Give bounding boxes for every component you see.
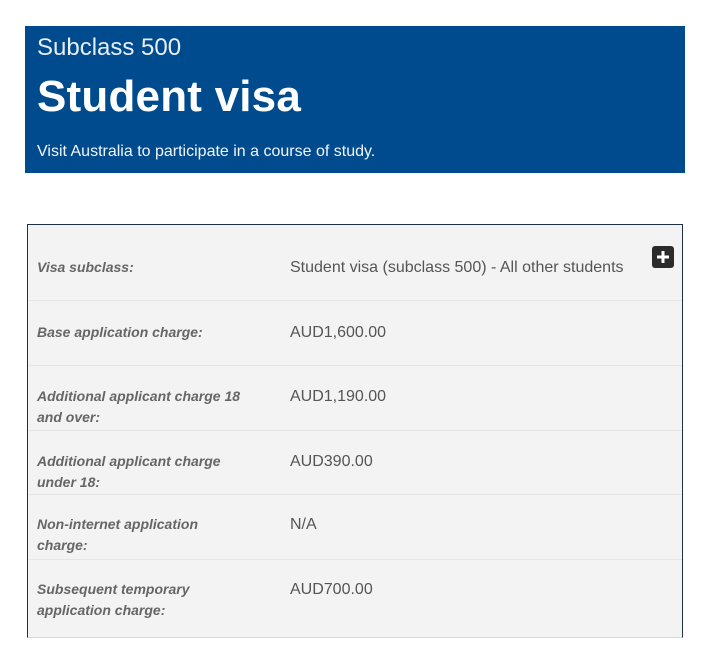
table-row — [28, 301, 682, 366]
expand-button[interactable] — [652, 246, 674, 268]
row-label-visa-subclass: Visa subclass: — [37, 259, 134, 275]
row-value-visa-subclass: Student visa (subclass 500) - All other students — [290, 259, 624, 276]
row-label-non-internet: Non-internet application charge: — [37, 516, 198, 553]
row-label-subsequent-temporary: Subsequent temporary application charge: — [37, 581, 190, 618]
row-label-additional-18-over: Additional applicant charge 18 and over: — [37, 388, 241, 425]
row-value-subsequent-temporary: AUD700.00 — [290, 581, 373, 598]
row-label-additional-under-18: Additional applicant charge under 18: — [37, 453, 221, 490]
table-row — [28, 366, 682, 431]
row-label-base-charge: Base application charge: — [37, 324, 203, 340]
table-row — [28, 225, 682, 301]
table-row — [28, 431, 682, 495]
row-value-additional-18-over: AUD1,190.00 — [290, 388, 387, 405]
visa-charges-table — [27, 224, 683, 638]
visa-description: Visit Australia to participate in a course of study. — [37, 143, 376, 160]
page-title: Student visa — [37, 72, 302, 121]
table-row — [28, 560, 682, 638]
row-value-additional-under-18: AUD390.00 — [290, 453, 373, 470]
row-value-base-charge: AUD1,600.00 — [290, 324, 387, 341]
row-value-non-internet: N/A — [290, 516, 317, 533]
plus-icon — [656, 250, 670, 264]
visa-header-banner — [25, 26, 685, 173]
table-row — [28, 495, 682, 560]
visa-subclass-heading: Subclass 500 — [37, 34, 182, 61]
